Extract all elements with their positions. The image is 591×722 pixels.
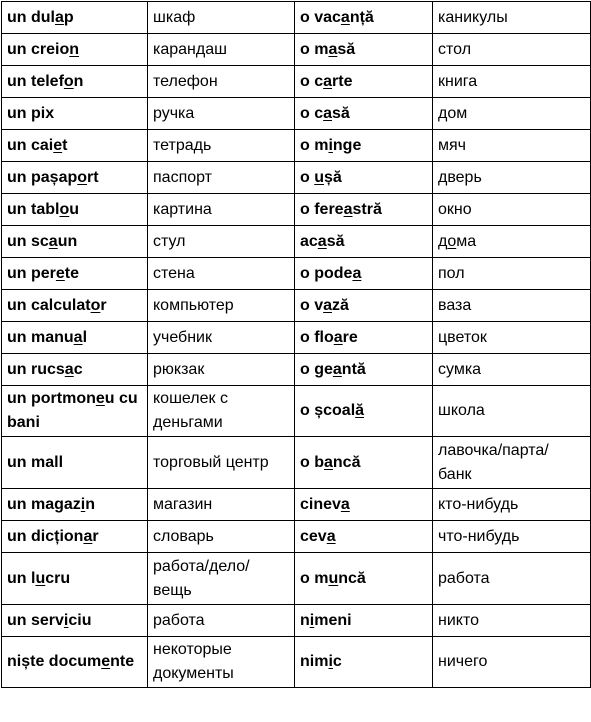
table-row: [2, 521, 591, 553]
table-row: [2, 162, 591, 194]
russian-translation: магазин: [148, 489, 295, 521]
romanian-word: o casă: [295, 98, 433, 130]
table-row: [2, 354, 591, 386]
romanian-word: nimeni: [295, 605, 433, 637]
romanian-word: un rucsac: [2, 354, 148, 386]
romanian-word: o școală: [295, 386, 433, 437]
table-row: [2, 290, 591, 322]
vocabulary-table-body: [2, 2, 591, 688]
table-row: [2, 553, 591, 605]
stress-mark: u: [35, 569, 46, 587]
russian-translation: окно: [433, 194, 591, 226]
russian-translation: ручка: [148, 98, 295, 130]
stress-mark: a: [323, 72, 333, 90]
stress-mark: e: [101, 653, 111, 670]
stress-mark: a: [328, 40, 338, 58]
table-row: [2, 322, 591, 354]
romanian-word: un calculator: [2, 290, 148, 322]
romanian-word: o floare: [295, 322, 433, 354]
russian-translation: словарь: [148, 521, 295, 553]
table-row: [2, 605, 591, 637]
stress-mark: u: [314, 168, 324, 186]
russian-translation: паспорт: [148, 162, 295, 194]
russian-translation: цветок: [433, 322, 591, 354]
stress-mark: o: [59, 200, 70, 218]
russian-translation: стол: [433, 34, 591, 66]
stress-mark: n: [69, 40, 80, 58]
russian-translation: шкаф: [148, 2, 295, 34]
russian-translation: тетрадь: [148, 130, 295, 162]
stress-mark: a: [48, 232, 58, 250]
russian-translation: пол: [433, 258, 591, 290]
russian-translation: ничего: [433, 637, 591, 688]
romanian-word: un caiet: [2, 130, 148, 162]
stress-mark: e: [53, 136, 63, 154]
stress-mark: a: [83, 527, 93, 545]
romanian-word: o bancă: [295, 437, 433, 489]
vocabulary-table: [1, 1, 591, 688]
stress-mark: a: [343, 200, 353, 218]
stress-mark: o: [63, 72, 74, 90]
table-row: [2, 130, 591, 162]
romanian-word: un dulap: [2, 2, 148, 34]
stress-mark: a: [326, 527, 336, 545]
stress-mark: a: [324, 453, 333, 471]
romanian-word: o geantă: [295, 354, 433, 386]
russian-translation: мяч: [433, 130, 591, 162]
romanian-word: o minge: [295, 130, 433, 162]
romanian-word: o ușă: [295, 162, 433, 194]
table-row: [2, 258, 591, 290]
table-row: [2, 637, 591, 688]
table-row: [2, 34, 591, 66]
russian-translation: рюкзак: [148, 354, 295, 386]
stress-mark: a: [323, 104, 333, 122]
stress-mark: i: [328, 136, 333, 154]
stress-mark: a: [332, 360, 342, 378]
russian-translation: стена: [148, 258, 295, 290]
table-row: [2, 98, 591, 130]
romanian-word: ceva: [295, 521, 433, 553]
table-row: [2, 489, 591, 521]
russian-translation: торговый центр: [148, 437, 295, 489]
russian-translation: дома: [433, 226, 591, 258]
table-row: [2, 66, 591, 98]
romanian-word: cineva: [295, 489, 433, 521]
stress-mark: o: [77, 168, 88, 186]
stress-mark: e: [95, 390, 105, 407]
stress-mark: e: [55, 264, 65, 282]
romanian-word: un serviciu: [2, 605, 148, 637]
russian-translation: кошелек с деньгами: [148, 386, 295, 437]
romanian-word: o carte: [295, 66, 433, 98]
stress-mark: a: [64, 360, 74, 378]
table-row: [2, 226, 591, 258]
stress-mark: a: [340, 8, 350, 26]
romanian-word: o fereastră: [295, 194, 433, 226]
russian-translation: никто: [433, 605, 591, 637]
stress-mark: i: [63, 611, 69, 629]
stress-mark: ă: [355, 402, 365, 419]
table-row: [2, 194, 591, 226]
stress-mark: a: [352, 264, 362, 282]
romanian-word: un lucru: [2, 553, 148, 605]
romanian-word: o vacanță: [295, 2, 433, 34]
russian-translation: что-нибудь: [433, 521, 591, 553]
romanian-word: un pașaport: [2, 162, 148, 194]
table-row: [2, 2, 591, 34]
romanian-word: o podea: [295, 258, 433, 290]
stress-mark: a: [323, 296, 333, 314]
stress-mark: a: [333, 328, 343, 346]
stress-mark: a: [317, 232, 327, 250]
stress-mark: a: [73, 328, 83, 346]
stress-mark: a: [340, 495, 350, 513]
russian-translation: ваза: [433, 290, 591, 322]
stress-mark: u: [328, 569, 339, 587]
russian-translation: дверь: [433, 162, 591, 194]
russian-translation: стул: [148, 226, 295, 258]
romanian-word: nimic: [295, 637, 433, 688]
table-row: [2, 437, 591, 489]
russian-translation: работа: [148, 605, 295, 637]
russian-translation: компьютер: [148, 290, 295, 322]
romanian-word: un manual: [2, 322, 148, 354]
russian-translation: кто-нибудь: [433, 489, 591, 521]
romanian-word: niște documente: [2, 637, 148, 688]
table-row: [2, 386, 591, 437]
romanian-word: o vază: [295, 290, 433, 322]
romanian-word: un magazin: [2, 489, 148, 521]
russian-translation: работа/дело/ вещь: [148, 553, 295, 605]
stress-mark: o: [90, 296, 101, 314]
stress-mark: о: [447, 232, 457, 250]
stress-mark: i: [80, 495, 86, 513]
romanian-word: un perete: [2, 258, 148, 290]
russian-translation: работа: [433, 553, 591, 605]
romanian-word: un creion: [2, 34, 148, 66]
russian-translation: дом: [433, 98, 591, 130]
russian-translation: школа: [433, 386, 591, 437]
russian-translation: каникулы: [433, 2, 591, 34]
russian-translation: сумка: [433, 354, 591, 386]
russian-translation: карандаш: [148, 34, 295, 66]
russian-translation: некоторые документы: [148, 637, 295, 688]
russian-translation: картина: [148, 194, 295, 226]
romanian-word: un scaun: [2, 226, 148, 258]
russian-translation: лавочка/парта/ банк: [433, 437, 591, 489]
romanian-word: un portmoneu cu bani: [2, 386, 148, 437]
romanian-word: un pix: [2, 98, 148, 130]
romanian-word: o masă: [295, 34, 433, 66]
stress-mark: a: [54, 8, 64, 26]
russian-translation: учебник: [148, 322, 295, 354]
romanian-word: un telefon: [2, 66, 148, 98]
romanian-word: un tablou: [2, 194, 148, 226]
romanian-word: acasă: [295, 226, 433, 258]
russian-translation: книга: [433, 66, 591, 98]
romanian-word: un mall: [2, 437, 148, 489]
stress-mark: i: [309, 611, 315, 629]
romanian-word: un dicționar: [2, 521, 148, 553]
stress-mark: i: [328, 653, 333, 670]
russian-translation: телефон: [148, 66, 295, 98]
romanian-word: o muncă: [295, 553, 433, 605]
